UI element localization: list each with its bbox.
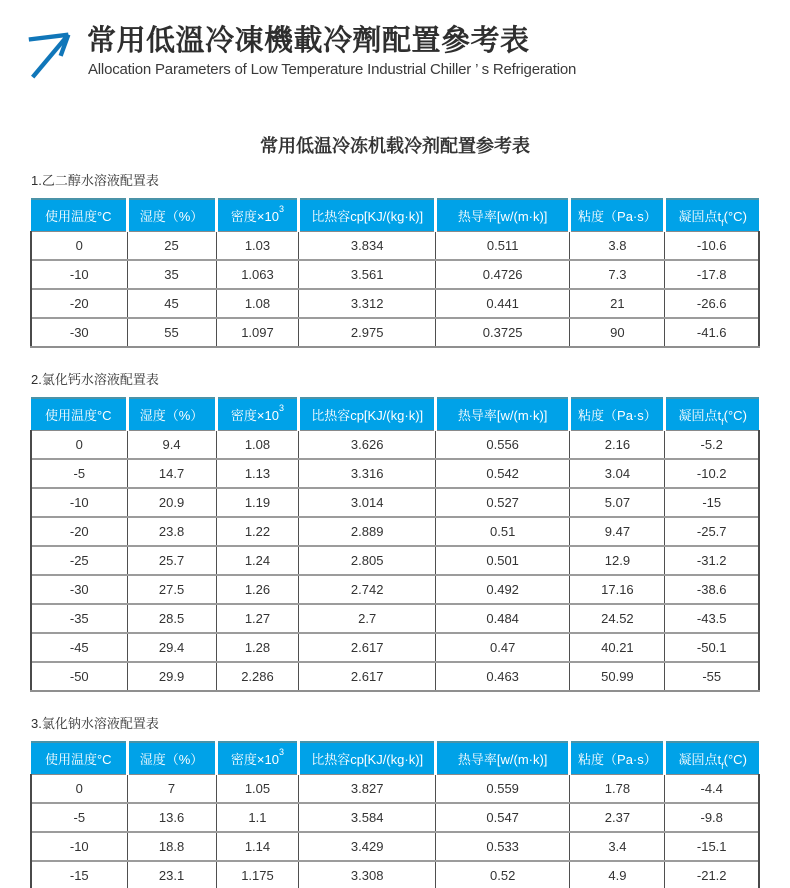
table-cell: 0.4726 <box>435 260 569 289</box>
table-cell: 2.37 <box>570 803 665 832</box>
section-label: 3.氯化钠水溶液配置表 <box>31 716 159 731</box>
table-cell: 0.511 <box>435 232 569 261</box>
table-cell: 2.889 <box>299 517 436 546</box>
table-cell: 0.492 <box>435 575 569 604</box>
data-table-3 <box>30 741 760 888</box>
column-header <box>570 398 665 431</box>
table-cell: 1.13 <box>216 459 299 488</box>
table-cell: 17.16 <box>570 575 665 604</box>
table-cell: 2.16 <box>570 431 665 460</box>
column-header <box>665 742 759 775</box>
arrow-up-right-icon <box>24 26 78 80</box>
table-cell: 1.19 <box>216 488 299 517</box>
section-label: 1.乙二醇水溶液配置表 <box>31 173 159 188</box>
column-header-text: 使用温度°C <box>44 408 112 423</box>
column-header-text: 凝固点t <box>678 408 722 423</box>
column-header-text: 3 <box>278 204 284 214</box>
table-cell: 0.484 <box>435 604 569 633</box>
table-cell: 3.834 <box>299 232 436 261</box>
table-cell: 90 <box>570 318 665 347</box>
column-header <box>127 199 216 232</box>
column-header <box>570 742 665 775</box>
table-cell: 12.9 <box>570 546 665 575</box>
table-cell: 1.14 <box>216 832 299 861</box>
table-cell: -35 <box>31 604 127 633</box>
table-head <box>31 199 759 232</box>
table-cell: -20 <box>31 517 127 546</box>
column-header-text: 凝固点t <box>678 209 722 224</box>
table-cell: -5.2 <box>665 431 759 460</box>
column-header-text: f <box>721 218 724 228</box>
table-cell: 1.08 <box>216 431 299 460</box>
table-cell: 0.441 <box>435 289 569 318</box>
table-row <box>31 662 759 691</box>
table-body <box>31 232 759 348</box>
column-header-text: 密度×10 <box>230 752 279 767</box>
table-cell: 3.4 <box>570 832 665 861</box>
table-cell: 2.286 <box>216 662 299 691</box>
table-cell: 0.501 <box>435 546 569 575</box>
table-row <box>31 517 759 546</box>
table-cell: 25.7 <box>127 546 216 575</box>
table-section-2 <box>30 369 760 692</box>
table-cell: 0.556 <box>435 431 569 460</box>
table-row <box>31 633 759 662</box>
table-row <box>31 775 759 804</box>
table-cell: 28.5 <box>127 604 216 633</box>
table-row <box>31 318 759 347</box>
table-cell: -45 <box>31 633 127 662</box>
table-cell: -15 <box>665 488 759 517</box>
column-header <box>435 398 569 431</box>
table-section-3 <box>30 713 760 888</box>
table-cell: 3.626 <box>299 431 436 460</box>
table-cell: 2.617 <box>299 633 436 662</box>
table-cell: 2.7 <box>299 604 436 633</box>
table-cell: -50.1 <box>665 633 759 662</box>
table-cell: 50.99 <box>570 662 665 691</box>
table-section-1 <box>30 170 760 348</box>
column-header <box>216 742 299 775</box>
table-cell: 1.24 <box>216 546 299 575</box>
table-cell: 2.617 <box>299 662 436 691</box>
column-header-text: 粘度（Pa·s） <box>578 408 657 423</box>
column-header-text: (°C) <box>723 752 747 767</box>
table-row <box>31 431 759 460</box>
table-cell: 55 <box>127 318 216 347</box>
table-cell: 1.28 <box>216 633 299 662</box>
table-cell: 0 <box>31 775 127 804</box>
table-cell: 3.561 <box>299 260 436 289</box>
table-cell: 0.547 <box>435 803 569 832</box>
tables-container <box>0 170 790 888</box>
table-row <box>31 488 759 517</box>
table-cell: 1.22 <box>216 517 299 546</box>
table-head <box>31 398 759 431</box>
table-cell: 14.7 <box>127 459 216 488</box>
page-subtitle: Allocation Parameters of Low Temperature Industrial Chiller ’ s Refrigeration <box>88 60 577 78</box>
column-header-text: 粘度（Pa·s） <box>578 209 657 224</box>
table-cell: 21 <box>570 289 665 318</box>
table-cell: 1.097 <box>216 318 299 347</box>
column-header <box>435 199 569 232</box>
column-header-text: 比热容cp[KJ/(kg·k)] <box>311 752 424 767</box>
header-row <box>31 199 759 232</box>
table-cell: 1.27 <box>216 604 299 633</box>
table-cell: 0.533 <box>435 832 569 861</box>
table-cell: -20 <box>31 289 127 318</box>
table-cell: -17.8 <box>665 260 759 289</box>
column-header <box>216 398 299 431</box>
table-cell: -31.2 <box>665 546 759 575</box>
table-cell: 45 <box>127 289 216 318</box>
table-row <box>31 546 759 575</box>
column-header-text: 粘度（Pa·s） <box>578 752 657 767</box>
table-row <box>31 459 759 488</box>
column-header <box>299 199 436 232</box>
table-cell: 0 <box>31 431 127 460</box>
column-header-text: 3 <box>278 747 284 757</box>
table-cell: 7.3 <box>570 260 665 289</box>
table-cell: -4.4 <box>665 775 759 804</box>
column-header-text: 热导率[w/(m·k)] <box>457 209 548 224</box>
data-table-1 <box>30 198 760 348</box>
column-header-text: f <box>721 761 724 771</box>
column-header-text: 比热容cp[KJ/(kg·k)] <box>311 408 424 423</box>
table-cell: 0.527 <box>435 488 569 517</box>
table-cell: 9.4 <box>127 431 216 460</box>
table-row <box>31 604 759 633</box>
page-title: 常用低溫冷凍機載冷劑配置參考表 <box>87 25 530 57</box>
table-row <box>31 861 759 888</box>
table-cell: 3.316 <box>299 459 436 488</box>
table-cell: -15.1 <box>665 832 759 861</box>
table-cell: 35 <box>127 260 216 289</box>
column-header-text: 密度×10 <box>230 209 279 224</box>
table-cell: 9.47 <box>570 517 665 546</box>
table-cell: 3.584 <box>299 803 436 832</box>
column-header <box>665 199 759 232</box>
table-row <box>31 803 759 832</box>
table-cell: -26.6 <box>665 289 759 318</box>
table-cell: 7 <box>127 775 216 804</box>
table-cell: 1.175 <box>216 861 299 888</box>
column-header-text: 热导率[w/(m·k)] <box>457 408 548 423</box>
table-cell: 1.08 <box>216 289 299 318</box>
table-cell: -38.6 <box>665 575 759 604</box>
table-cell: 29.9 <box>127 662 216 691</box>
table-cell: -55 <box>665 662 759 691</box>
table-cell: -10.6 <box>665 232 759 261</box>
column-header-text: (°C) <box>723 209 747 224</box>
table-cell: 0.47 <box>435 633 569 662</box>
table-cell: 3.312 <box>299 289 436 318</box>
table-cell: -50 <box>31 662 127 691</box>
table-body <box>31 431 759 692</box>
table-cell: 3.04 <box>570 459 665 488</box>
column-header <box>570 199 665 232</box>
brand-header <box>0 0 790 80</box>
table-cell: 3.014 <box>299 488 436 517</box>
table-cell: -41.6 <box>665 318 759 347</box>
column-header-text: 湿度（%） <box>139 209 204 224</box>
column-header <box>299 742 436 775</box>
table-cell: 0.51 <box>435 517 569 546</box>
table-cell: 13.6 <box>127 803 216 832</box>
table-cell: 1.05 <box>216 775 299 804</box>
column-header-text: 热导率[w/(m·k)] <box>457 752 548 767</box>
table-cell: 0.542 <box>435 459 569 488</box>
data-table-2 <box>30 397 760 692</box>
column-header <box>31 199 127 232</box>
column-header-text: 凝固点t <box>678 752 722 767</box>
section-label: 2.氯化钙水溶液配置表 <box>31 372 159 387</box>
table-cell: 23.1 <box>127 861 216 888</box>
column-header <box>127 398 216 431</box>
table-cell: 18.8 <box>127 832 216 861</box>
column-header-text: 湿度（%） <box>139 408 204 423</box>
table-head <box>31 742 759 775</box>
table-cell: 1.78 <box>570 775 665 804</box>
column-header <box>31 398 127 431</box>
table-cell: 2.805 <box>299 546 436 575</box>
table-row <box>31 575 759 604</box>
table-cell: -43.5 <box>665 604 759 633</box>
column-header-text: 使用温度°C <box>44 209 112 224</box>
table-cell: 0.559 <box>435 775 569 804</box>
header-row <box>31 742 759 775</box>
table-row <box>31 260 759 289</box>
table-cell: -5 <box>31 459 127 488</box>
column-header-text: (°C) <box>723 408 747 423</box>
table-cell: -30 <box>31 318 127 347</box>
table-cell: -9.8 <box>665 803 759 832</box>
table-cell: -10 <box>31 832 127 861</box>
column-header <box>216 199 299 232</box>
column-header-text: 湿度（%） <box>139 752 204 767</box>
column-header-text: 3 <box>278 403 284 413</box>
table-cell: -5 <box>31 803 127 832</box>
table-cell: 27.5 <box>127 575 216 604</box>
table-cell: 4.9 <box>570 861 665 888</box>
table-cell: 3.429 <box>299 832 436 861</box>
table-cell: 0 <box>31 232 127 261</box>
table-cell: 3.827 <box>299 775 436 804</box>
column-header <box>127 742 216 775</box>
table-cell: 1.26 <box>216 575 299 604</box>
table-cell: -10 <box>31 260 127 289</box>
table-cell: 29.4 <box>127 633 216 662</box>
table-row <box>31 832 759 861</box>
table-cell: 0.52 <box>435 861 569 888</box>
table-cell: 5.07 <box>570 488 665 517</box>
table-cell: -21.2 <box>665 861 759 888</box>
table-cell: -10 <box>31 488 127 517</box>
table-cell: 20.9 <box>127 488 216 517</box>
table-cell: 1.1 <box>216 803 299 832</box>
column-header <box>665 398 759 431</box>
table-cell: 40.21 <box>570 633 665 662</box>
table-cell: 3.8 <box>570 232 665 261</box>
table-cell: 0.3725 <box>435 318 569 347</box>
table-cell: 2.742 <box>299 575 436 604</box>
table-row <box>31 232 759 261</box>
table-cell: 0.463 <box>435 662 569 691</box>
table-cell: 1.063 <box>216 260 299 289</box>
column-header-text: 密度×10 <box>230 408 279 423</box>
table-cell: -25.7 <box>665 517 759 546</box>
column-header <box>299 398 436 431</box>
column-header <box>31 742 127 775</box>
header-row <box>31 398 759 431</box>
table-cell: 25 <box>127 232 216 261</box>
column-header-text: f <box>721 417 724 427</box>
table-cell: 3.308 <box>299 861 436 888</box>
table-cell: -15 <box>31 861 127 888</box>
column-header-text: 使用温度°C <box>44 752 112 767</box>
table-cell: -30 <box>31 575 127 604</box>
table-body <box>31 775 759 888</box>
table-cell: 1.03 <box>216 232 299 261</box>
table-cell: -25 <box>31 546 127 575</box>
column-header <box>435 742 569 775</box>
table-cell: 24.52 <box>570 604 665 633</box>
document-title: 常用低温冷冻机载冷剂配置参考表 <box>260 136 530 156</box>
table-row <box>31 289 759 318</box>
table-cell: -10.2 <box>665 459 759 488</box>
column-header-text: 比热容cp[KJ/(kg·k)] <box>311 209 424 224</box>
table-cell: 23.8 <box>127 517 216 546</box>
brand-text-block <box>87 26 576 78</box>
table-cell: 2.975 <box>299 318 436 347</box>
